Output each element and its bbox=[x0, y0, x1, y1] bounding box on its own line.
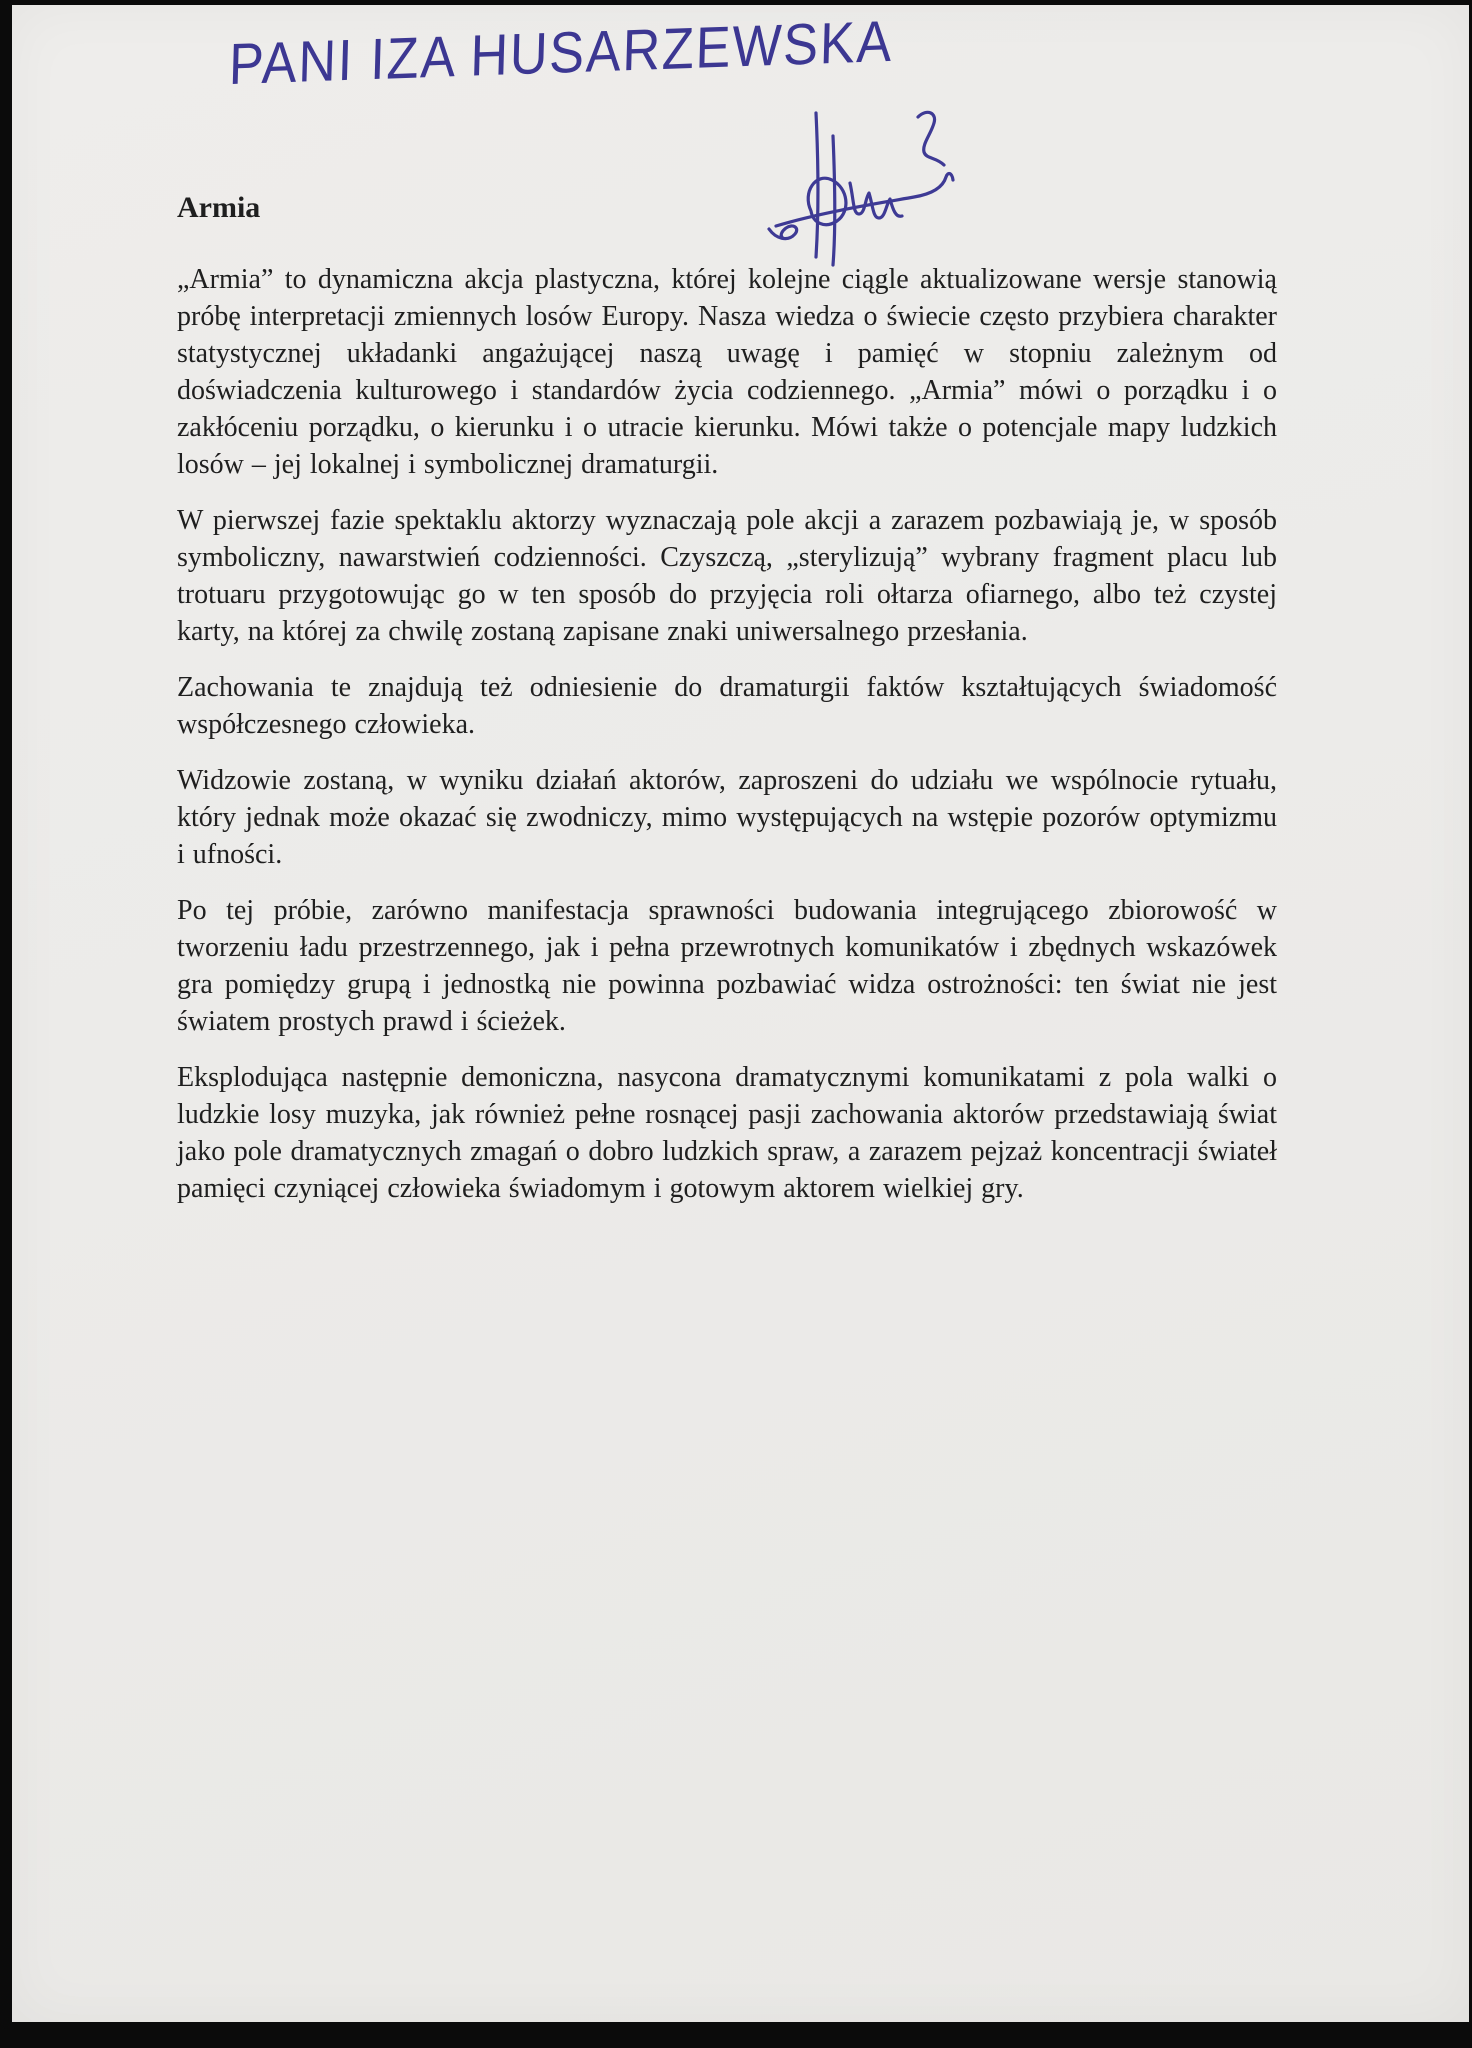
scanned-page bbox=[12, 5, 1469, 2022]
handwritten-dedication: PANI IZA HUSARZEWSKA bbox=[228, 8, 895, 98]
page-title: Armia bbox=[177, 191, 261, 224]
paragraph-3: Zachowania te znajdują też odniesienie do dramaturgii faktów kształtujących świadomość współczesnego człowieka. bbox=[177, 672, 1277, 740]
typed-text-block bbox=[177, 191, 1277, 1226]
paragraph-5: Po tej próbie, zarówno manifestacja sprawności budowania integrującego zbiorowość w tworzeniu ładu przestrzennego, jak i pełna przewrotnych komunikatów i zbędnych wskazówek gra pomiędzy grupą i jednostką nie powinna pozbawiać widza ostrożności: ten świat nie jest światem prostych prawd i ścieżek. bbox=[177, 895, 1277, 1037]
paragraph-2: W pierwszej fazie spektaklu aktorzy wyznaczają pole akcji a zarazem pozbawiają je, w sposób symboliczny, nawarstwień codzienności. Czyszczą, „sterylizują” wybrany fragment placu lub trotuaru przygotowując go w ten sposób do przyjęcia roli ołtarza ofiarnego, albo też czystej karty, na której za chwilę zostaną zapisane znaki uniwersalnego przesłania. bbox=[177, 505, 1277, 647]
paragraph-4: Widzowie zostaną, w wyniku działań aktorów, zaproszeni do udziału we wspólnocie rytuału, który jednak może okazać się zwodniczy, mimo występujących na wstępie pozorów optymizmu i ufności. bbox=[177, 765, 1277, 870]
paragraph-1: „Armia” to dynamiczna akcja plastyczna, której kolejne ciągle aktualizowane wersje stanowią próbę interpretacji zmiennych losów Europy. Nasza wiedza o świecie często przybiera charakter statystycznej układanki angażującej naszą uwagę i pamięć w stopniu zależnym od doświadczenia kulturowego i standardów życia codziennego. „Armia” mówi o porządku i o zakłóceniu porządku, o kierunku i o utracie kierunku. Mówi także o potencjale mapy ludzkich losów – jej lokalnej i symbolicznej dramaturgii. bbox=[177, 264, 1277, 480]
paragraph-6: Eksplodująca następnie demoniczna, nasycona dramatycznymi komunikatami z pola walki o ludzkie losy muzyka, jak również pełne rosnącej pasji zachowania aktorów przedstawiają świat jako pole dramatycznych zmagań o dobro ludzkich spraw, a zarazem pejzaż koncentracji świateł pamięci czyniącej człowieka świadomym i gotowym aktorem wielkiej gry. bbox=[177, 1062, 1277, 1204]
